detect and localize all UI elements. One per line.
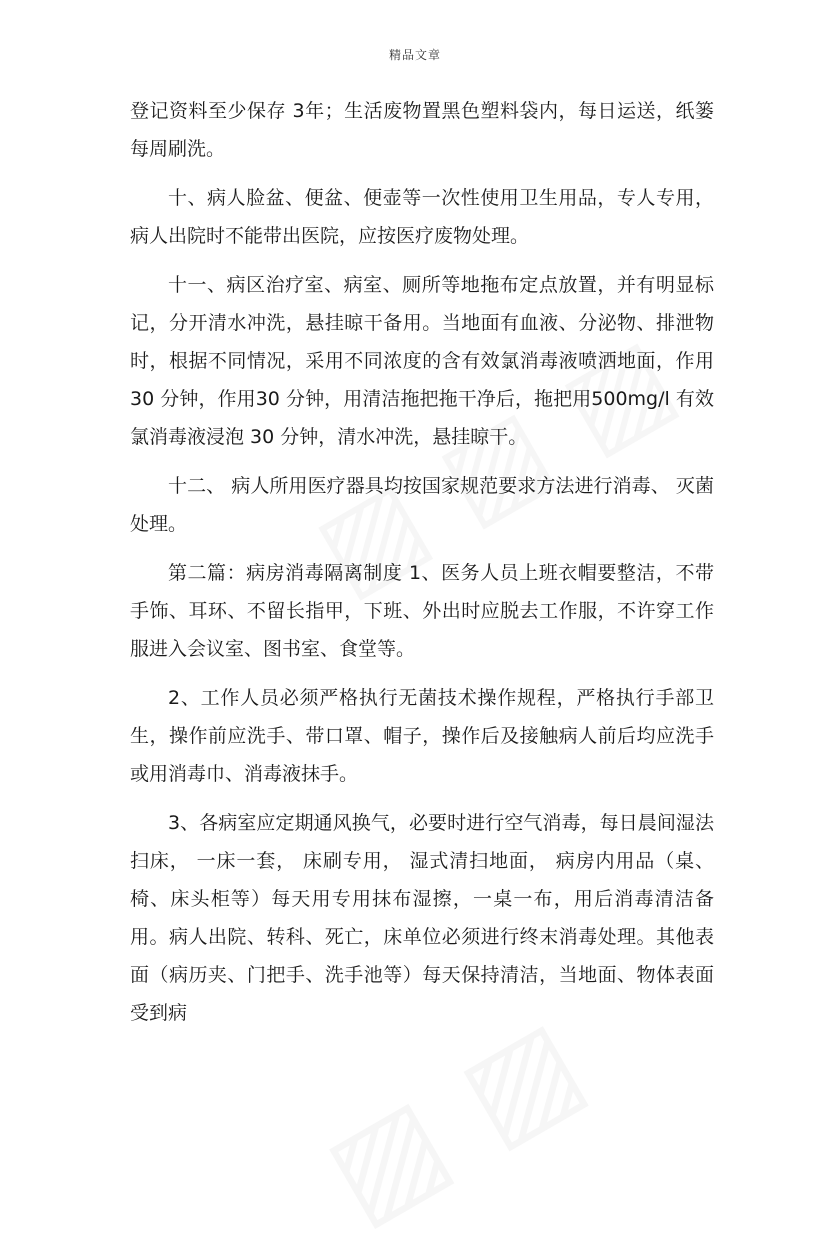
paragraph: 登记资料至少保存 3年；生活废物置黑色塑料袋内，每日运送，纸篓每周刷洗。 (130, 100, 714, 160)
paragraph: 第二篇：病房消毒隔离制度 1、医务人员上班衣帽要整洁，不带手饰、耳环、不留长指甲，下班、外出时应脱去工作服，不许穿工作服进入会议室、图书室、食堂等。 (130, 562, 714, 660)
paragraph: 十一、病区治疗室、病室、厕所等地拖布定点放置，并有明显标记，分开清水冲洗，悬挂晾干备用。当地面有血液、分泌物、排泄物时，根据不同情况，采用不同浓度的含有效氯消毒液喷洒地面，作用30 分钟，作用30 分钟，用清洁拖把拖干净后，拖把用500mg/l 有效氯消毒液浸泡 30 分钟，清水冲洗，悬挂晾干。 (130, 274, 714, 448)
paragraph: 十二、 病人所用医疗器具均按国家规范要求方法进行消毒、 灭菌处理。 (130, 475, 714, 535)
paragraph: 3、各病室应定期通风换气，必要时进行空气消毒，每日晨间湿法扫床， 一床一套， 床刷专用， 湿式清扫地面， 病房内用品（桌、 椅、床头柜等）每天用专用抹布湿擦，一桌一布，用后消毒清洁备用。病人出院、转科、死亡，床单位必须进行终末消毒处理。其他表面（病历夹、门把手、洗手池等）每天保持清洁，当地面、物体表面受到病 (130, 812, 714, 1024)
paragraph: 十、病人脸盆、便盆、便壶等一次性使用卫生用品，专人专用，病人出院时不能带出医院，应按医疗废物处理。 (130, 187, 714, 247)
paragraph: 2、工作人员必须严格执行无菌技术操作规程，严格执行手部卫生，操作前应洗手、带口罩、帽子，操作后及接触病人前后均应洗手或用消毒巾、消毒液抹手。 (130, 687, 714, 785)
document-body (130, 92, 714, 1032)
page-header: 精品文章 (388, 48, 441, 62)
